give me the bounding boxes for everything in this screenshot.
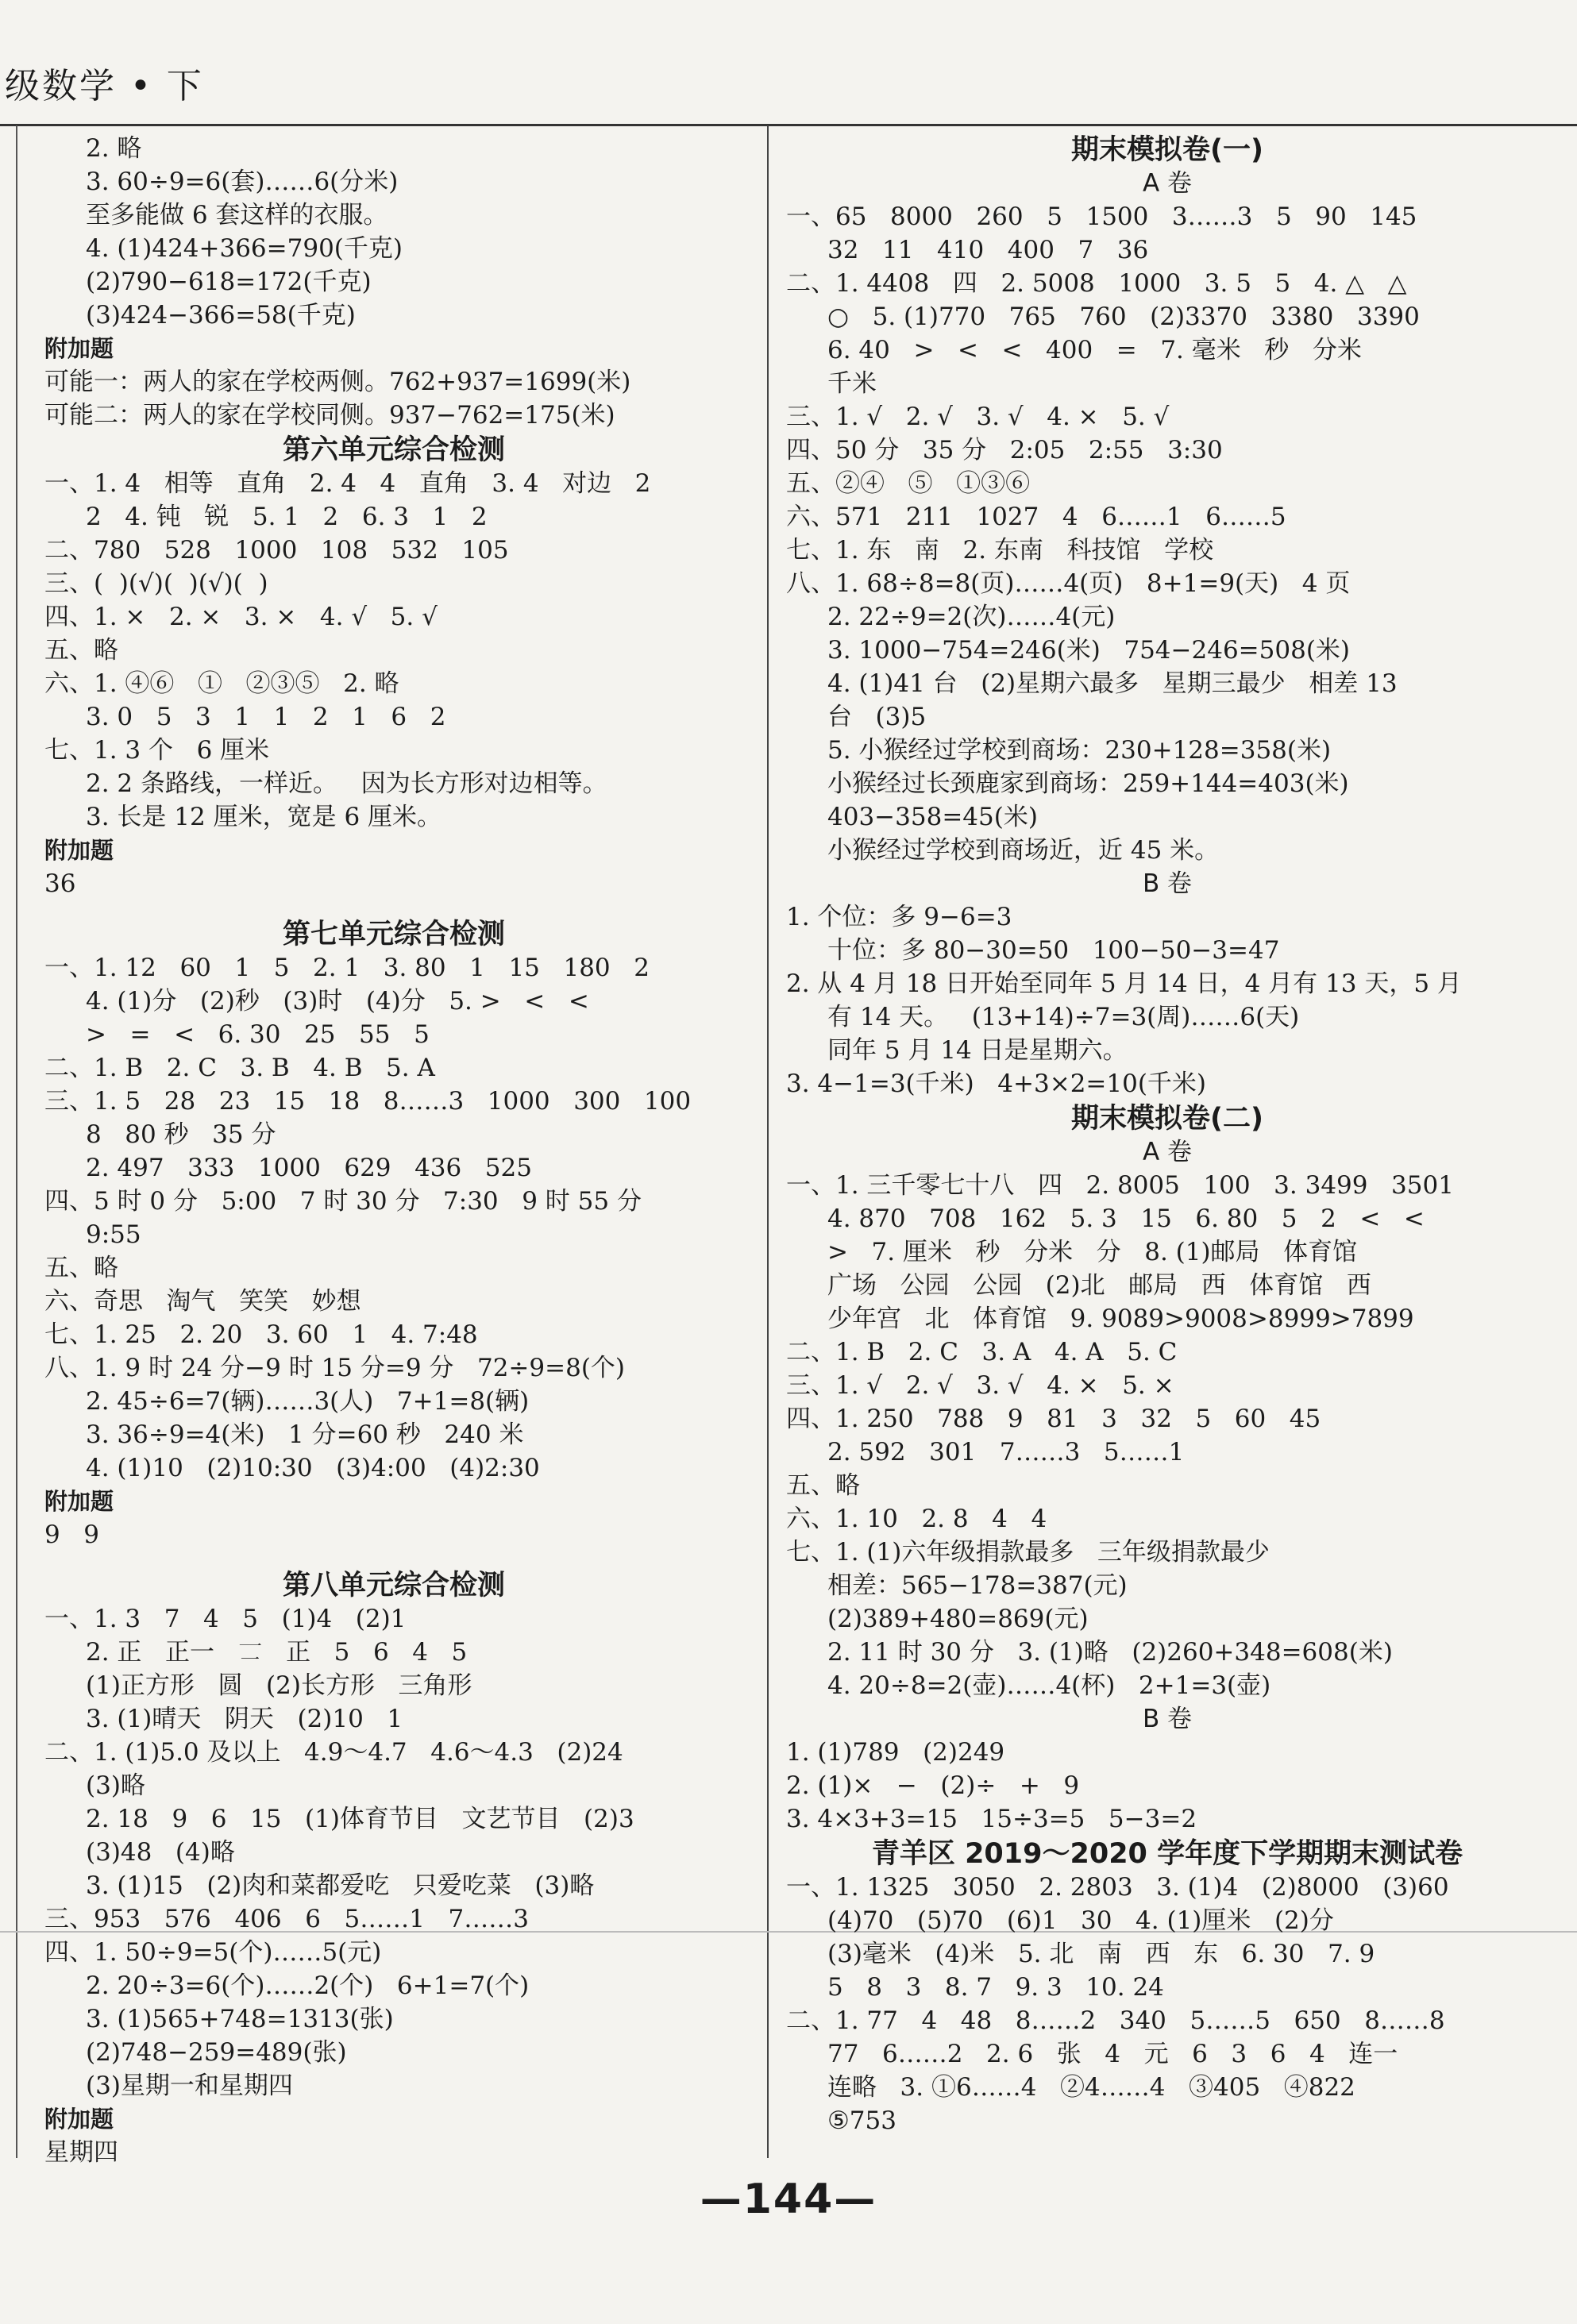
answer-line: 2. 11 时 30 分 3. (1)略 (2)260+348=608(米)	[827, 1638, 1393, 1667]
answer-line: 二、1. (1)5.0 及以上 4.9～4.7 4.6～4.3 (2)24	[44, 1738, 623, 1767]
answer-line: 2. 45÷6=7(辆)……3(人) 7+1=8(辆)	[86, 1387, 530, 1416]
bonus-heading: 附加题	[44, 335, 114, 362]
answer-line: 8 80 秒 35 分	[86, 1120, 276, 1149]
answer-line: 七、1. 东 南 2. 东南 科技馆 学校	[786, 536, 1214, 565]
answer-line: 五、略	[44, 636, 118, 665]
answer-line: 六、571 211 1027 4 6……1 6……5	[786, 503, 1286, 531]
sub-section-label: B 卷	[1142, 1705, 1193, 1733]
answer-line: 一、65 8000 260 5 1500 3……3 5 90 145	[786, 202, 1417, 231]
answer-line: 广场 公园 公园 (2)北 邮局 西 体育馆 西	[827, 1271, 1371, 1300]
answer-line: 9:55	[86, 1220, 141, 1249]
answer-line: 少年宫 北 体育馆 9. 9089>9008>8999>7899	[827, 1305, 1414, 1333]
answer-line: 至多能做 6 套这样的衣服。	[86, 201, 388, 229]
answer-line: 9 9	[44, 1520, 100, 1549]
section-title: 期末模拟卷(一)	[1071, 134, 1263, 166]
answer-line: 二、1. B 2. C 3. A 4. A 5. C	[786, 1338, 1178, 1366]
column-divider	[767, 125, 769, 2158]
answer-line: 3. (1)晴天 阴天 (2)10 1	[86, 1705, 403, 1733]
answer-line: 5. 小猴经过学校到商场：230+128=358(米)	[827, 736, 1332, 765]
sub-section-label: A 卷	[1142, 1138, 1193, 1166]
answer-line: 七、1. 3 个 6 厘米	[44, 736, 270, 765]
answer-line: 二、1. B 2. C 3. B 4. B 5. A	[44, 1054, 435, 1082]
answer-line: 5 8 3 8. 7 9. 3 10. 24	[827, 1973, 1164, 2002]
answer-line: 一、1. 1325 3050 2. 2803 3. (1)4 (2)8000 (3)60	[786, 1873, 1449, 1902]
answer-line: (4)70 (5)70 (6)1 30 4. (1)厘米 (2)分	[827, 1906, 1334, 1935]
answer-line: 三、( )(√)( )(√)( )	[44, 569, 268, 598]
answer-line: 2. 592 301 7……3 5……1	[827, 1438, 1185, 1466]
answer-line: 六、奇思 淘气 笑笑 妙想	[44, 1287, 361, 1316]
answer-line: (1)正方形 圆 (2)长方形 三角形	[86, 1671, 472, 1700]
answer-line: 七、1. (1)六年级捐款最多 三年级捐款最少	[786, 1538, 1270, 1567]
section-title: 第七单元综合检测	[282, 919, 505, 950]
spacer	[44, 1551, 743, 1567]
right-answer-column	[786, 132, 1548, 2137]
answer-line: 3. 1000−754=246(米) 754−246=508(米)	[827, 636, 1351, 665]
answer-line: 2. 22÷9=2(次)……4(元)	[827, 603, 1116, 631]
answer-line: 四、1. 250 788 9 81 3 32 5 60 45	[786, 1405, 1321, 1433]
answer-line: 三、1. √ 2. √ 3. √ 4. × 5. √	[786, 403, 1170, 431]
answer-line: (3)48 (4)略	[86, 1838, 235, 1867]
answer-line: 3. 60÷9=6(套)……6(分米)	[86, 168, 399, 196]
answer-line: 八、1. 9 时 24 分−9 时 15 分=9 分 72÷9=8(个)	[44, 1354, 626, 1382]
answer-line: 36	[44, 869, 76, 898]
answer-line: 2. 从 4 月 18 日开始至同年 5 月 14 日，4 月有 13 天，5 月	[786, 969, 1462, 998]
answer-line: 2. (1)× − (2)÷ + 9	[786, 1771, 1080, 1800]
answer-line: (2)748−259=489(张)	[86, 2038, 347, 2067]
answer-line: 一、1. 三千零七十八 四 2. 8005 100 3. 3499 3501	[786, 1171, 1454, 1200]
answer-line: 4. (1)分 (2)秒 (3)时 (4)分 5. > < <	[86, 987, 589, 1016]
spacer	[44, 900, 743, 916]
answer-line: 八、1. 68÷8=8(页)……4(页) 8+1=9(天) 4 页	[786, 569, 1351, 598]
running-header: 级数学 • 下	[5, 66, 204, 106]
answer-line: 三、953 576 406 6 5……1 7……3	[44, 1905, 529, 1933]
answer-line: 4. 20÷8=2(壶)……4(杯) 2+1=3(壶)	[827, 1671, 1271, 1700]
answer-line: 4. (1)10 (2)10:30 (3)4:00 (4)2:30	[86, 1454, 540, 1482]
answer-line: 2 4. 钝 锐 5. 1 2 6. 3 1 2	[86, 503, 488, 531]
answer-line: (3)略	[86, 1771, 145, 1800]
answer-line: 三、1. √ 2. √ 3. √ 4. × 5. ×	[786, 1371, 1174, 1400]
answer-line: 403−358=45(米)	[827, 803, 1038, 831]
section-title: 第八单元综合检测	[282, 1570, 505, 1601]
answer-line: ○ 5. (1)770 765 760 (2)3370 3380 3390	[827, 303, 1420, 331]
answer-line: 二、1. 77 4 48 8……2 340 5……5 650 8……8	[786, 2006, 1445, 2035]
answer-line: 星期四	[44, 2138, 118, 2167]
answer-line: 4. (1)424+366=790(千克)	[86, 234, 403, 263]
answer-line: 四、1. × 2. × 3. × 4. √ 5. √	[44, 603, 438, 631]
answer-line: 77 6……2 2. 6 张 4 元 6 3 6 4 连一	[827, 2040, 1398, 2068]
answer-line: 五、略	[786, 1471, 860, 1500]
answer-line: 可能一：两人的家在学校两侧。762+937=1699(米)	[44, 368, 631, 396]
answer-line: 1. (1)789 (2)249	[786, 1738, 1005, 1767]
answer-line: 二、780 528 1000 108 532 105	[44, 536, 509, 565]
section-title: 青羊区 2019～2020 学年度下学期期末测试卷	[871, 1838, 1463, 1870]
answer-line: 3. 4×3+3=15 15÷3=5 5−3=2	[786, 1805, 1197, 1833]
answer-line: 3. 长是 12 厘米，宽是 6 厘米。	[86, 803, 442, 831]
answer-line: (2)790−618=172(千克)	[86, 268, 372, 296]
sub-section-label: A 卷	[1142, 169, 1193, 198]
answer-line: 可能二：两人的家在学校同侧。937−762=175(米)	[44, 401, 615, 430]
answer-line: (3)毫米 (4)米 5. 北 南 西 东 6. 30 7. 9	[827, 1940, 1375, 1968]
bonus-heading: 附加题	[44, 837, 114, 864]
answer-line: > = < 6. 30 25 55 5	[86, 1020, 430, 1049]
answer-line: 六、1. ④⑥ ① ②③⑤ 2. 略	[44, 669, 399, 698]
answer-line: 二、1. 4408 四 2. 5008 1000 3. 5 5 4. △ △	[786, 269, 1407, 298]
answer-line: 2. 497 333 1000 629 436 525	[86, 1154, 532, 1182]
answer-line: 千米	[827, 369, 877, 398]
answer-line: 四、1. 50÷9=5(个)……5(元)	[44, 1938, 382, 1967]
answer-line: 3. 0 5 3 1 1 2 1 6 2	[86, 703, 446, 731]
answer-line: 3. (1)15 (2)肉和菜都爱吃 只爱吃菜 (3)略	[86, 1871, 595, 1900]
page-number: —144—	[700, 2176, 877, 2223]
answer-line: 2. 正 正一 𠄟 正 5 6 4 5	[86, 1638, 468, 1667]
answer-line: 连略 3. ①6……4 ②4……4 ③405 ④822	[827, 2073, 1355, 2102]
answer-line: 小猴经过长颈鹿家到商场：259+144=403(米)	[827, 769, 1349, 798]
answer-line: (2)389+480=869(元)	[827, 1605, 1089, 1633]
answer-line: 2. 18 9 6 15 (1)体育节目 文艺节目 (2)3	[86, 1805, 634, 1833]
answer-line: ⑤753	[827, 2106, 896, 2135]
answer-line: 六、1. 10 2. 8 4 4	[786, 1505, 1047, 1533]
answer-line: 3. 4−1=3(千米) 4+3×2=10(千米)	[786, 1070, 1207, 1098]
answer-line: (3)424−366=58(千克)	[86, 301, 356, 330]
answer-line: 五、略	[44, 1254, 118, 1282]
sub-section-label: B 卷	[1142, 869, 1193, 898]
section-title: 期末模拟卷(二)	[1071, 1103, 1263, 1135]
answer-line: 小猴经过学校到商场近，近 45 米。	[827, 836, 1220, 865]
margin-rule	[16, 125, 17, 2158]
answer-line: 台 (3)5	[827, 703, 927, 731]
answer-line: 有 14 天。 (13+14)÷7=3(周)……6(天)	[827, 1003, 1300, 1031]
answer-line: 七、1. 25 2. 20 3. 60 1 4. 7:48	[44, 1320, 478, 1349]
answer-line: 三、1. 5 28 23 15 18 8……3 1000 300 100	[44, 1087, 692, 1116]
answer-line: (3)星期一和星期四	[86, 2072, 293, 2100]
bonus-heading: 附加题	[44, 2106, 114, 2133]
answer-line: 四、5 时 0 分 5:00 7 时 30 分 7:30 9 时 55 分	[44, 1187, 642, 1216]
answer-line: 2. 略	[86, 134, 142, 163]
bonus-heading: 附加题	[44, 1488, 114, 1515]
answer-line: 3. 36÷9=4(米) 1 分=60 秒 240 米	[86, 1420, 524, 1449]
answer-line: 相差：565−178=387(元)	[827, 1571, 1128, 1600]
left-answer-column	[44, 132, 743, 2169]
answer-line: 一、1. 3 7 4 5 (1)4 (2)1	[44, 1605, 407, 1633]
answer-line: 2. 2 条路线，一样近。 因为长方形对边相等。	[86, 769, 607, 798]
answer-line: 一、1. 4 相等 直角 2. 4 4 直角 3. 4 对边 2	[44, 469, 651, 498]
answer-line: > 7. 厘米 秒 分米 分 8. (1)邮局 体育馆	[827, 1238, 1358, 1266]
answer-line: 十位：多 80−30=50 100−50−3=47	[827, 936, 1280, 965]
answer-line: 四、50 分 35 分 2:05 2:55 3:30	[786, 436, 1223, 464]
answer-line: 一、1. 12 60 1 5 2. 1 3. 80 1 15 180 2	[44, 954, 650, 982]
answer-line: 1. 个位：多 9−6=3	[786, 903, 1012, 931]
header-rule	[0, 124, 1577, 126]
answer-line: 同年 5 月 14 日是星期六。	[827, 1036, 1128, 1065]
answer-line: 五、②④ ⑤ ①③⑥	[786, 469, 1031, 498]
answer-line: 32 11 410 400 7 36	[827, 236, 1149, 264]
answer-line: 2. 20÷3=6(个)……2(个) 6+1=7(个)	[86, 1971, 530, 2000]
section-title: 第六单元综合检测	[282, 434, 505, 466]
answer-line: 4. (1)41 台 (2)星期六最多 星期三最少 相差 13	[827, 669, 1398, 698]
answer-line: 3. (1)565+748=1313(张)	[86, 2005, 394, 2033]
answer-line: 6. 40 > < < 400 = 7. 毫米 秒 分米	[827, 336, 1362, 364]
answer-line: 4. 870 708 162 5. 3 15 6. 80 5 2 < <	[827, 1204, 1425, 1233]
